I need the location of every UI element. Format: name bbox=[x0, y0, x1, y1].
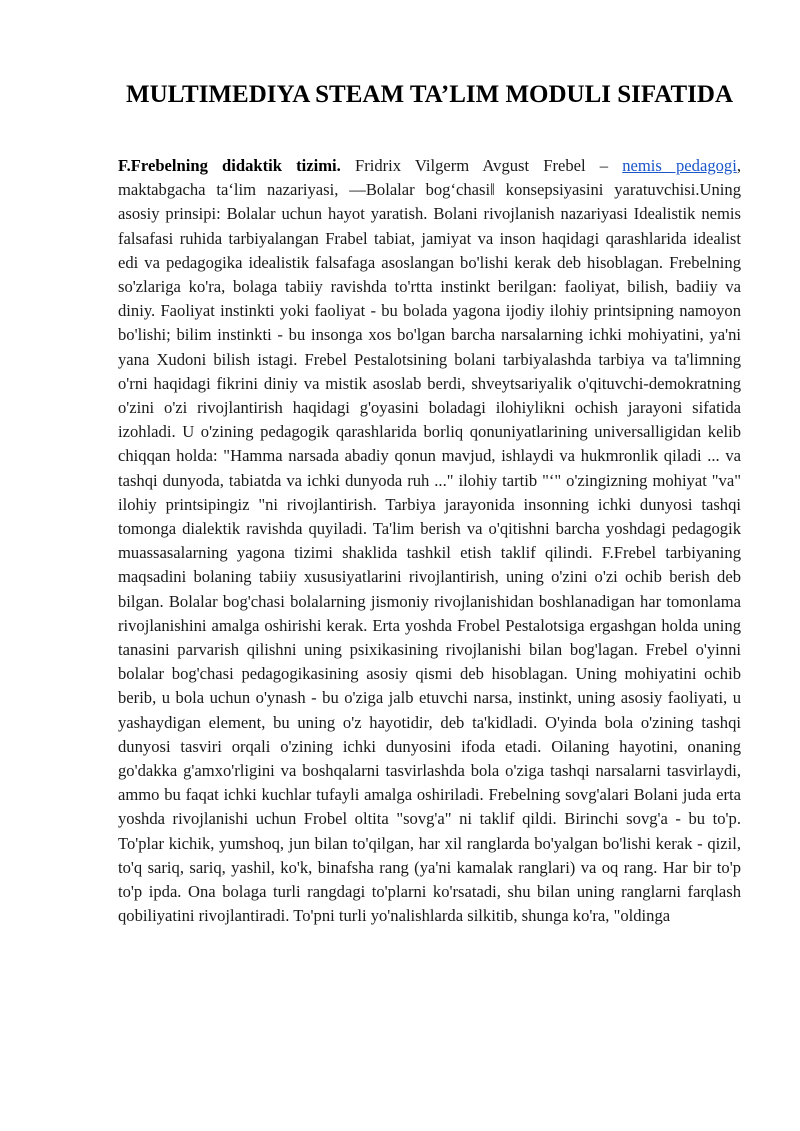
intro-text: Fridrix Vilgerm Avgust Frebel – bbox=[340, 156, 623, 175]
nemis-pedagogi-link[interactable]: nemis pedagogi bbox=[622, 156, 737, 175]
body-text: , maktabgacha ta‘lim nazariyasi, ―Bolalar bog‘chasi‖ konsepsiyasini yaratuvchisi.Uning asosiy prinsipi: Bolalar uchun hayot yaratish. Bolani rivojlanish nazariyasi Idealistik nemis falsafasi ruhida tarbiyalangan Frabel tabiat, jamiyat va inson haqidagi qarashlarida idealist edi va pedagogika idealistik falsafaga asoslangan bo'lishi kerak deb hisoblagan. Frebelning so'zlariga ko'ra, bolaga tabiiy ravishda to'rtta instinkt berilgan: faoliyat, bilish, badiiy va diniy. Faoliyat instinkti yoki faoliyat - bu bolada yagona ijodiy ilohiy printsipning namoyon bo'lishi; bilim instinkti - bu insonga xos bo'lgan barcha narsalarning ichki mohiyatini, ya'ni yana Xudoni bilish istagi. Frebel Pestalotsining bolani tarbiyalashda tarbiya va ta'limning o'rni haqidagi fikrini diniy va mistik asoslab berdi, shveytsariyalik o'qituvchi-demokratning o'zini o'zi rivojlantirish haqidagi g'oyasini boladagi ilohiylikni ochish jarayoni sifatida izohladi. U o'zining pedagogik qarashlarida borliq qonuniyatlarining universalligidan kelib chiqqan holda: "Hamma narsada abadiy qonun mavjud, ishlaydi va hukmronlik qiladi ... va tashqi dunyoda, tabiatda va ichki dunyoda ruh ..." ilohiy tartib "‘" o'zingizning mohiyat "va" ilohiy printsipingiz "ni rivojlantirish. Tarbiya jarayonida insonning ichki dunyosi tashqi tomonga dialektik ravishda quyiladi. Ta'lim berish va o'qitishni barcha yoshdagi pedagogik muassasalarning yagona tizimi shaklida tashkil etish taklif qilindi. F.Frebel tarbiyaning maqsadini bolaning tabiiy xususiyatlarini rivojlantirish, uning o'zini o'zi ochib berish deb bilgan. Bolalar bog'chasi bolalarning jismoniy rivojlanishidan boshlanadigan har tomonlama rivojlanishini amalga oshirishi kerak. Erta yoshda Frobel Pestalotsiga ergashgan holda uning tanasini parvarish qilishni uning psixikasining rivojlanishi bilan bog'lagan. Frebel o'yinni bolalar bog'chasi pedagogikasining asosiy qismi deb hisoblagan. Uning mohiyatini ochib berib, u bola uchun o'ynash - bu o'ziga jalb etuvchi narsa, instinkt, uning asosiy faoliyati, u yashaydigan element, bu uning o'z hayotidir, deb ta'kidladi. O'yinda bola o'zining tashqi dunyosi tasviri orqali o'zining ichki dunyosini ifoda etadi. Oilaning hayotini, onaning go'dakka g'amxo'rligini va boshqalarni tasvirlashda bola o'ziga tashqi narsalarni tasvirlaydi, ammo bu faqat ichki kuchlar tufayli amalga oshiriladi. Frebelning sovg'alari Bolani juda erta yoshda rivojlanishi uchun Frobel oltita "sovg'a" ni taklif qildi. Birinchi sovg'a - bu to'p. To'plar kichik, yumshoq, jun bilan to'qilgan, har xil ranglarda bo'yalgan bo'lishi kerak - qizil, to'q sariq, sariq, yashil, ko'k, binafsha rang (ya'ni kamalak ranglari) va oq rang. Har bir to'p to'p ipda. Ona bolaga turli rangdagi to'plarni ko'rsatadi, shu bilan uning ranglarni farqlash qobiliyatini rivojlantiradi. To'pni turli yo'nalishlarda silkitib, shunga ko'ra, "oldinga bbox=[118, 156, 741, 926]
body-paragraph bbox=[118, 154, 741, 929]
lead-heading: F.Frebelning didaktik tizimi. bbox=[118, 156, 341, 175]
document-title: MULTIMEDIYA STEAM TA’LIM MODULI SIFATIDA bbox=[125, 81, 734, 108]
